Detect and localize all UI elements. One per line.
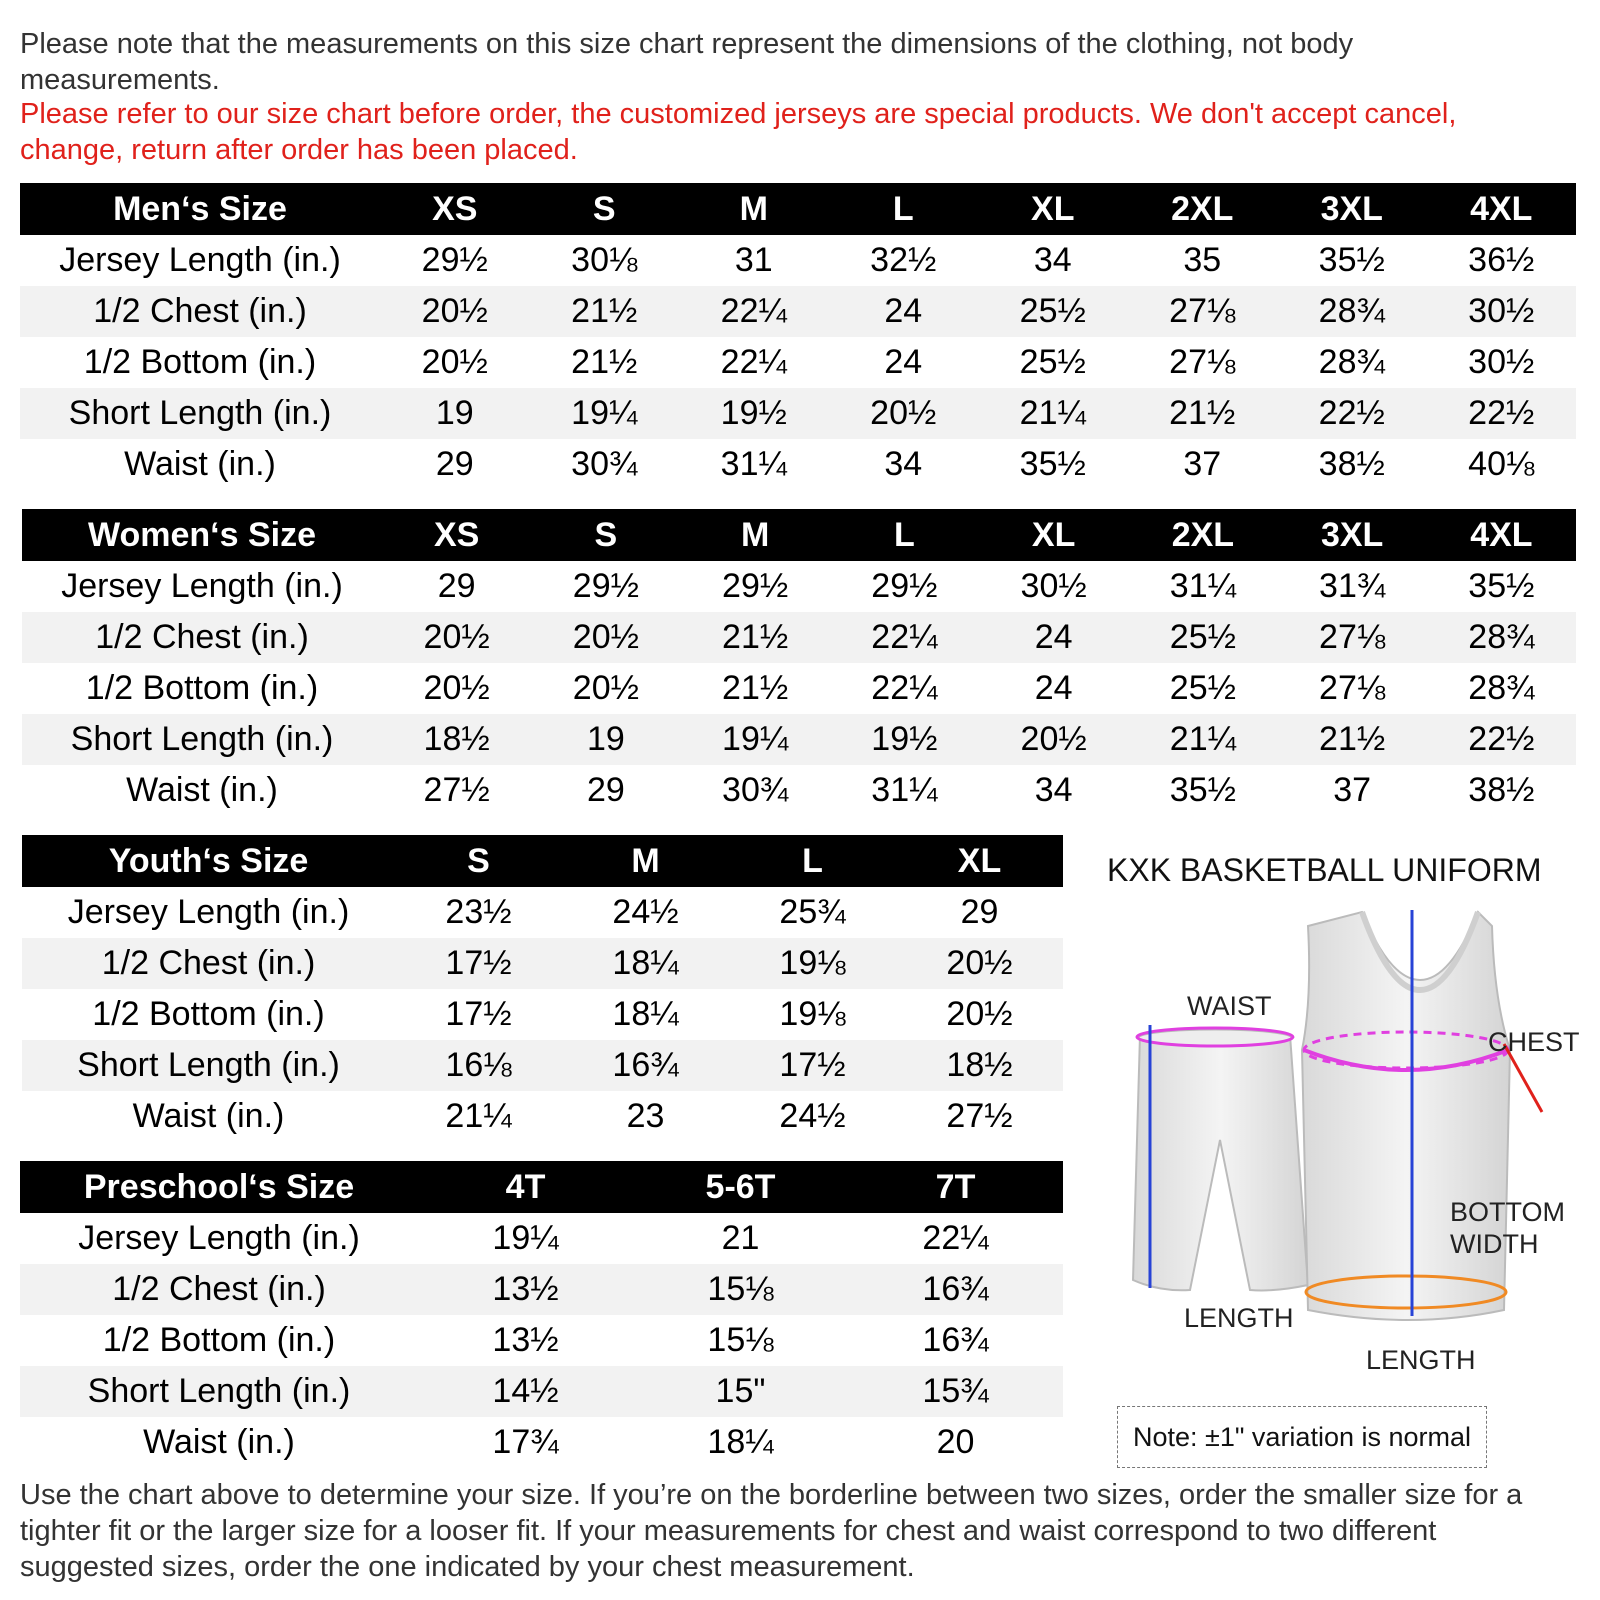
measurement-value: 25½ (1019, 343, 1086, 381)
measurement-value: 29½ (871, 567, 938, 605)
measurement-value: 19 (380, 388, 530, 439)
measurement-value: 18½ (382, 714, 531, 765)
measurement-value: 24 (1034, 669, 1073, 707)
short-length-label: LENGTH (1184, 1303, 1294, 1333)
measurement-label: Waist (in.) (126, 771, 278, 809)
preschool-size-table (20, 1161, 1063, 1468)
measurement-value: 18¼ (707, 1423, 774, 1461)
measurement-label: Jersey Length (in.) (59, 241, 341, 279)
measurement-value: 35½ (1169, 771, 1236, 809)
measurement-value: 22½ (1277, 388, 1427, 439)
mens-size-header: 3XL (1277, 183, 1427, 235)
table-row (20, 1264, 1063, 1315)
measurement-value: 29 (437, 567, 476, 605)
mens-header-label: Men‘s Size (20, 183, 380, 235)
measurement-label: 1/2 Chest (in.) (22, 938, 395, 989)
measurement-value: 13½ (418, 1264, 633, 1315)
mens-size-header: XL (978, 183, 1128, 235)
womens-size-header: 2XL (1128, 509, 1277, 561)
measurement-value: 30½ (1427, 286, 1577, 337)
measurement-value: 22¼ (922, 1219, 989, 1257)
preschool-size-header: 4T (418, 1161, 633, 1213)
table-row (22, 1091, 1063, 1142)
measurement-value: 21¼ (445, 1097, 512, 1135)
measurement-label: Waist (in.) (124, 445, 276, 483)
measurement-value: 38½ (1468, 771, 1535, 809)
measurement-label: Short Length (in.) (20, 388, 380, 439)
jersey-length-label: LENGTH (1366, 1345, 1476, 1375)
measurement-label: Short Length (in.) (22, 1040, 395, 1091)
measurement-value: 30½ (1468, 343, 1535, 381)
measurement-value: 21¼ (978, 388, 1128, 439)
measurement-value: 20½ (380, 286, 530, 337)
measurement-label: 1/2 Bottom (in.) (85, 669, 319, 707)
womens-size-header: 3XL (1278, 509, 1427, 561)
uniform-illustration (1090, 840, 1570, 1400)
table-row (20, 1366, 1063, 1417)
measurement-value: 28¾ (1318, 343, 1385, 381)
measurement-value: 20 (936, 1423, 975, 1461)
mens-header-row (20, 183, 1576, 235)
measurement-value: 15" (633, 1366, 848, 1417)
table-row (22, 989, 1063, 1040)
measurement-label: 1/2 Chest (in.) (20, 1264, 418, 1315)
measurement-value: 14½ (418, 1366, 633, 1417)
measurement-value: 21½ (571, 343, 638, 381)
measurement-label: 1/2 Bottom (in.) (83, 343, 317, 381)
youth-size-table (22, 835, 1063, 1142)
measurement-value: 31¾ (1319, 567, 1386, 605)
measurement-value: 32½ (870, 241, 937, 279)
measurement-value: 27⅛ (1319, 669, 1386, 707)
womens-size-header: L (830, 509, 979, 561)
measurement-value: 24 (829, 286, 979, 337)
measurement-value: 28¾ (1427, 612, 1576, 663)
measurement-value: 35½ (1468, 567, 1535, 605)
mens-size-header: XS (380, 183, 530, 235)
mens-size-header: S (530, 183, 680, 235)
measurement-value: 35 (1183, 241, 1222, 279)
measurement-value: 23 (626, 1097, 665, 1135)
measurement-value: 20½ (382, 612, 531, 663)
measurement-value: 21½ (1278, 714, 1427, 765)
measurement-value: 16¾ (562, 1040, 729, 1091)
measurement-value: 19¼ (530, 388, 680, 439)
measurement-value: 18¼ (612, 995, 679, 1033)
youth-header-row (22, 835, 1063, 887)
shorts-icon (1133, 1025, 1308, 1290)
measurement-value: 22½ (1427, 388, 1577, 439)
measurement-value: 27½ (423, 771, 490, 809)
preschool-size-header: 7T (848, 1161, 1063, 1213)
measurement-value: 25½ (978, 286, 1128, 337)
table-row (22, 887, 1063, 938)
measurement-value: 13½ (492, 1321, 559, 1359)
measurement-value: 15⅛ (633, 1264, 848, 1315)
womens-size-header: S (531, 509, 680, 561)
measurement-value: 28¾ (1468, 669, 1535, 707)
measurement-value: 20½ (829, 388, 979, 439)
measurement-label: Jersey Length (in.) (67, 893, 350, 931)
measurement-value: 34 (1033, 241, 1072, 279)
dimension-note: Please note that the measurements on this size chart represent the dimensions of the clothing, not body measurements. (20, 28, 1354, 96)
youth-size-header: L (729, 835, 896, 887)
bottom-width-label-1: BOTTOM (1450, 1197, 1566, 1227)
sizing-advice: Use the chart above to determine your size. If you’re on the borderline between two sizes, order the smaller size for a tighter fit or the larger size for a looser fit. If your measurements for chest and waist correspond to two different suggested sizes, order the one indicated by your chest measurement. (20, 1479, 1523, 1583)
measurement-value: 17¾ (492, 1423, 559, 1461)
womens-size-header: 4XL (1427, 509, 1576, 561)
measurement-value: 21½ (530, 286, 680, 337)
mens-size-header: 2XL (1128, 183, 1278, 235)
diagram-title: KXK BASKETBALL UNIFORM (1107, 852, 1542, 888)
preschool-size-header: 5-6T (633, 1161, 848, 1213)
measurement-value: 30¾ (571, 445, 638, 483)
measurement-value: 25½ (1128, 612, 1277, 663)
measurement-value: 16¾ (848, 1264, 1063, 1315)
variation-note: Note: ±1" variation is normal (1117, 1406, 1487, 1468)
measurement-value: 31¼ (720, 445, 787, 483)
measurement-value: 25¾ (779, 893, 846, 931)
measurement-value: 31¼ (1169, 567, 1236, 605)
measurement-value: 37 (1333, 771, 1372, 809)
youth-size-header: XL (896, 835, 1063, 887)
womens-header-row (22, 509, 1576, 561)
table-row (22, 938, 1063, 989)
measurement-value: 34 (884, 445, 923, 483)
measurement-value: 19½ (679, 388, 829, 439)
measurement-label: 1/2 Bottom (in.) (92, 995, 325, 1033)
measurement-value: 30⅛ (571, 241, 638, 279)
measurement-label: 1/2 Chest (in.) (22, 612, 382, 663)
measurement-label: 1/2 Bottom (in.) (102, 1321, 336, 1359)
measurement-value: 16¾ (922, 1321, 989, 1359)
mens-size-header: 4XL (1427, 183, 1577, 235)
measurement-value: 29½ (421, 241, 488, 279)
preschool-header-row (20, 1161, 1063, 1213)
measurement-value: 24½ (779, 1097, 846, 1135)
table-row (22, 612, 1576, 663)
measurement-value: 38½ (1318, 445, 1385, 483)
womens-size-header: M (681, 509, 830, 561)
measurement-value: 24 (979, 612, 1128, 663)
measurement-value: 19 (531, 714, 680, 765)
measurement-value: 17½ (395, 938, 562, 989)
measurement-value: 22¼ (679, 286, 829, 337)
measurement-label: Jersey Length (in.) (78, 1219, 360, 1257)
measurement-value: 24½ (612, 893, 679, 931)
womens-size-header: XL (979, 509, 1128, 561)
womens-size-table (22, 509, 1576, 816)
measurement-value: 22¼ (871, 669, 938, 707)
bottom-width-label-2: WIDTH (1450, 1229, 1539, 1259)
measurement-value: 27½ (946, 1097, 1013, 1135)
measurement-value: 20½ (421, 343, 488, 381)
measurement-label: Waist (in.) (132, 1097, 285, 1135)
measurement-value: 30¾ (722, 771, 789, 809)
measurement-value: 19¼ (681, 714, 830, 765)
measurement-value: 35½ (1019, 445, 1086, 483)
table-row (22, 663, 1576, 714)
table-row (20, 1213, 1063, 1264)
chest-label: CHEST (1488, 1027, 1580, 1057)
measurement-value: 21 (721, 1219, 760, 1257)
measurement-value: 29 (586, 771, 625, 809)
table-row (22, 765, 1576, 816)
uniform-diagram (1090, 840, 1580, 1480)
measurement-value: 18¼ (562, 938, 729, 989)
measurement-value: 15¾ (848, 1366, 1063, 1417)
measurement-value: 18½ (896, 1040, 1063, 1091)
waist-label: WAIST (1187, 991, 1272, 1021)
measurement-value: 29 (960, 893, 999, 931)
measurement-value: 17½ (729, 1040, 896, 1091)
measurement-value: 31 (734, 241, 773, 279)
measurement-value: 19⅛ (729, 938, 896, 989)
measurement-value: 20½ (896, 938, 1063, 989)
table-row (20, 439, 1576, 490)
measurement-value: 20½ (572, 669, 639, 707)
measurement-value: 29 (435, 445, 474, 483)
youth-size-header: S (395, 835, 562, 887)
measurement-value: 22¼ (830, 612, 979, 663)
measurement-value: 16⅛ (395, 1040, 562, 1091)
measurement-value: 21½ (1128, 388, 1278, 439)
table-row (22, 561, 1576, 612)
measurement-value: 27⅛ (1169, 343, 1236, 381)
measurement-value: 21½ (681, 612, 830, 663)
measurement-value: 30½ (1020, 567, 1087, 605)
table-row (22, 714, 1576, 765)
measurement-value: 19½ (830, 714, 979, 765)
measurement-value: 35½ (1318, 241, 1385, 279)
measurement-value: 37 (1183, 445, 1222, 483)
measurement-value: 29½ (572, 567, 639, 605)
table-row (20, 1417, 1063, 1468)
preschool-header-label: Preschool‘s Size (20, 1161, 418, 1213)
measurement-value: 36½ (1468, 241, 1535, 279)
measurement-label: Jersey Length (in.) (61, 567, 343, 605)
measurement-value: 23½ (445, 893, 512, 931)
measurement-label: Short Length (in.) (22, 714, 382, 765)
measurement-value: 34 (1034, 771, 1073, 809)
measurement-value: 21¼ (1128, 714, 1277, 765)
table-row (20, 286, 1576, 337)
table-row (20, 388, 1576, 439)
measurement-value: 20½ (423, 669, 490, 707)
table-row (22, 1040, 1063, 1091)
table-row (20, 337, 1576, 388)
mens-size-table (20, 183, 1576, 490)
measurement-value: 15⅛ (707, 1321, 774, 1359)
measurement-value: 22½ (1427, 714, 1576, 765)
measurement-label: Short Length (in.) (20, 1366, 418, 1417)
mens-size-header: L (829, 183, 979, 235)
womens-size-header: XS (382, 509, 531, 561)
measurement-label: 1/2 Chest (in.) (20, 286, 380, 337)
measurement-value: 25½ (1169, 669, 1236, 707)
measurement-value: 17½ (445, 995, 512, 1033)
measurement-value: 24 (884, 343, 923, 381)
measurement-value: 19¼ (492, 1219, 559, 1257)
measurement-value: 20½ (531, 612, 680, 663)
measurement-value: 31¼ (871, 771, 938, 809)
youth-header-label: Youth‘s Size (22, 835, 395, 887)
measurement-value: 29½ (722, 567, 789, 605)
measurement-value: 20½ (946, 995, 1013, 1033)
measurement-value: 19⅛ (779, 995, 846, 1033)
measurement-label: Waist (in.) (143, 1423, 295, 1461)
table-row (20, 1315, 1063, 1366)
measurement-value: 27⅛ (1278, 612, 1427, 663)
measurement-value: 20½ (979, 714, 1128, 765)
policy-note: Please refer to our size chart before order, the customized jerseys are special products. We don't accept cancel, change, return after order has been placed. (20, 98, 1457, 166)
measurement-value: 40⅛ (1468, 445, 1535, 483)
measurement-value: 22¼ (720, 343, 787, 381)
mens-size-header: M (679, 183, 829, 235)
measurement-value: 27⅛ (1128, 286, 1278, 337)
table-row (20, 235, 1576, 286)
womens-header-label: Women‘s Size (22, 509, 382, 561)
youth-size-header: M (562, 835, 729, 887)
measurement-value: 21½ (722, 669, 789, 707)
measurement-value: 28¾ (1277, 286, 1427, 337)
